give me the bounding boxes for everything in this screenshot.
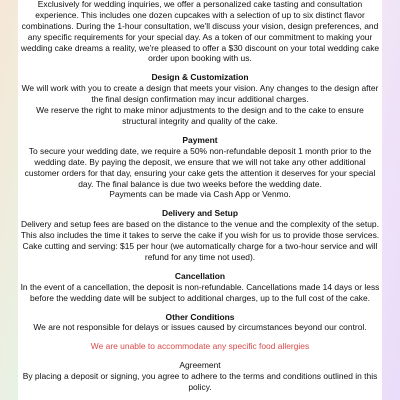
allergy-notice: We are unable to accommodate any specific food allergies bbox=[90, 341, 310, 352]
delivery-body-2: Cake cutting and serving: $15 per hour (we automatically charge for a two-hour service and will refund for any time not used). bbox=[22, 241, 378, 262]
delivery-section bbox=[18, 208, 382, 263]
other-conditions-section bbox=[18, 312, 382, 334]
policy-page bbox=[18, 0, 382, 400]
agreement-heading: Agreement bbox=[179, 360, 221, 371]
cancellation-body: In the event of a cancellation, the deposit is non-refundable. Cancellations made 14 days or less before the wedding date will be subject to additional charges, up to the full cost of the cake. bbox=[20, 281, 380, 303]
other-conditions-heading: Other Conditions bbox=[165, 311, 235, 322]
payment-heading: Payment bbox=[182, 134, 218, 145]
cancellation-section bbox=[18, 271, 382, 304]
agreement-body: By placing a deposit or signing, you agree to adhere to the terms and conditions outlined in this policy. bbox=[22, 371, 378, 393]
agreement-section bbox=[18, 360, 382, 393]
payment-section bbox=[18, 135, 382, 200]
cancellation-heading: Cancellation bbox=[174, 270, 226, 281]
delivery-body-1: Delivery and setup fees are based on the distance to the venue and the complexity of the setup. This also includes the time it takes to serve the cake if you wish for us to provide those services. bbox=[20, 219, 380, 241]
other-conditions-body: We are not responsible for delays or issues caused by circumstances beyond our control. bbox=[33, 322, 367, 333]
policy-content bbox=[18, 0, 382, 400]
tasting-section bbox=[18, 0, 382, 64]
payment-body-2: Payments can be made via Cash App or Venmo. bbox=[109, 189, 291, 200]
design-body-1: We will work with you to create a design that meets your vision. Any changes to the design after the final design confirmation may incur additional charges. bbox=[21, 83, 379, 105]
design-section bbox=[18, 72, 382, 127]
delivery-heading: Delivery and Setup bbox=[162, 208, 238, 219]
design-heading: Design & Customization bbox=[151, 72, 249, 83]
tasting-body: Exclusively for wedding inquiries, we offer a personalized cake tasting and consultation experience. This includes one dozen cupcakes with a selection of up to six distinct flavor combinations. During the 1-hour consultation, we'll discuss your vision, design preferences, and any specific requirements for your special day. As a token of our commitment to making your wedding cake dreams a reality, we're pleased to offer a $30 discount on your total wedding cake order upon booking with us. bbox=[20, 0, 380, 64]
payment-body-1: To secure your wedding date, we require a 50% non-refundable deposit 1 month prior to the wedding date. By paying the deposit, we ensure that we will not take any other additional customer orders for that day, ensuring your cake gets the attention it deserves for your special day. The final balance is due two weeks before the wedding date. bbox=[24, 145, 376, 189]
design-body-2: We reserve the right to make minor adjustments to the design and to the cake to ensure structural integrity and quality of the cake. bbox=[36, 105, 364, 126]
